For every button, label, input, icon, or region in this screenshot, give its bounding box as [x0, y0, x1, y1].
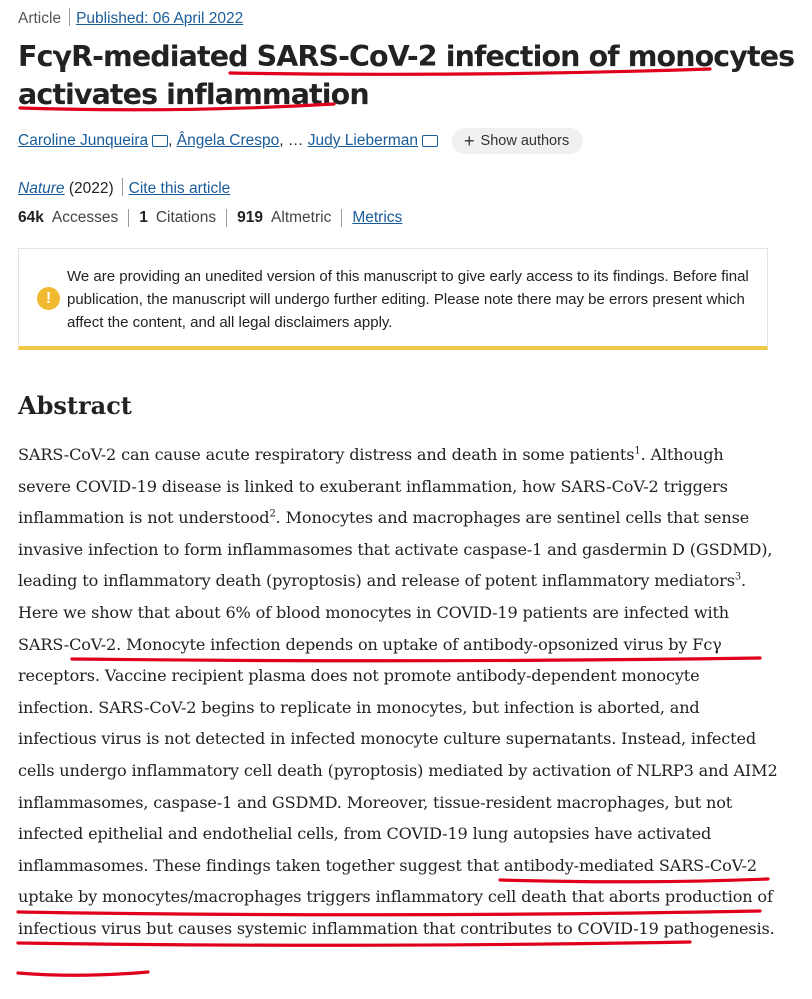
abstract-part: . Although severe COVID-19 disease is linked to exuberant inflammation, how SARS-CoV-2 triggers inflammation is not understood	[18, 445, 728, 528]
metrics-link[interactable]: Metrics	[352, 209, 403, 226]
author-link[interactable]: Caroline Junqueira	[18, 132, 149, 149]
reference-2[interactable]: 2	[269, 508, 276, 520]
divider	[341, 209, 342, 227]
mail-icon[interactable]	[422, 135, 438, 147]
notice-text: We are providing an unedited version of this manuscript to give early access to its findings. Before final publication, the manuscript will undergo further editing. Please note there may be errors present which affect the content, and all legal disclaimers apply.	[67, 268, 749, 331]
abstract-part: . Monocytes and macrophages are sentinel cells that sense invasive infection to form inflammasomes that activate caspase-1 and gasdermin D (GSDMD), leading to inflammatory death (pyroptosis) and release of potent inflammatory mediators	[18, 508, 773, 591]
abstract-heading: Abstract	[18, 391, 132, 420]
journal-year: (2022)	[68, 180, 114, 197]
author-ellipsis: , …	[279, 132, 304, 149]
journal-link[interactable]: Nature	[18, 180, 65, 197]
citations-count: 1	[139, 209, 148, 226]
cite-article-link[interactable]: Cite this article	[128, 180, 231, 197]
author-link[interactable]: Judy Lieberman	[307, 132, 419, 149]
author-link[interactable]: Ângela Crespo	[176, 132, 280, 149]
abstract-text	[18, 439, 778, 945]
author-separator: ,	[168, 132, 177, 149]
accesses-label: Accesses	[51, 209, 119, 226]
divider	[122, 178, 123, 196]
divider	[128, 209, 129, 227]
abstract-part: . Here we show that about 6% of blood monocytes in COVID-19 patients are infected with SARS-CoV-2. Monocyte infection depends on uptake of antibody-opsonized virus by Fcγ receptors. Vaccine recipient plasma does not promote antibody-dependent monocyte infection. SARS-CoV-2 begins to replicate in monocytes, but infection is aborted, and infectious virus is not detected in infected monocyte culture supernatants. Instead, infected cells undergo inflammatory cell death (pyroptosis) mediated by activation of NLRP3 and AIM2 inflammasomes, caspase-1 and GSDMD. Moreover, tissue-resident macrophages, but not infected epithelial and endothelial cells, from COVID-19 lung autopsies have activated inflammasomes. These findings taken together suggest that antibody-mediated SARS-CoV-2 uptake by monocytes/macrophages triggers inflammatory cell death that aborts production of infectious virus but causes systemic inflammation that contributes to COVID-19 pathogenesis.	[18, 571, 778, 938]
reference-3[interactable]: 3	[734, 572, 742, 584]
show-authors-label: Show authors	[480, 133, 570, 149]
reference-1[interactable]: 1	[634, 445, 641, 457]
altmetric-label: Altmetric	[271, 209, 332, 226]
abstract-underline-5	[18, 972, 148, 975]
abstract-part: SARS-CoV-2 can cause acute respiratory distress and death in some patients	[18, 445, 635, 464]
warning-icon: !	[37, 287, 60, 310]
divider	[69, 8, 70, 26]
article-metrics	[18, 209, 402, 227]
show-authors-button[interactable]	[452, 128, 583, 154]
journal-info	[18, 178, 230, 198]
accesses-count: 64k	[18, 209, 44, 226]
divider	[226, 209, 227, 227]
published-date-link[interactable]: Published: 06 April 2022	[76, 10, 244, 27]
plus-icon: +	[464, 131, 475, 151]
author-list	[18, 128, 583, 154]
citations-label: Citations	[155, 209, 217, 226]
article-type: Article	[18, 10, 62, 27]
article-meta	[18, 8, 243, 28]
altmetric-count: 919	[237, 209, 264, 226]
early-access-notice	[18, 248, 768, 350]
article-title: FcγR-mediated SARS-CoV-2 infection of monocytes activates inflammation	[18, 40, 795, 111]
mail-icon[interactable]	[152, 135, 168, 147]
